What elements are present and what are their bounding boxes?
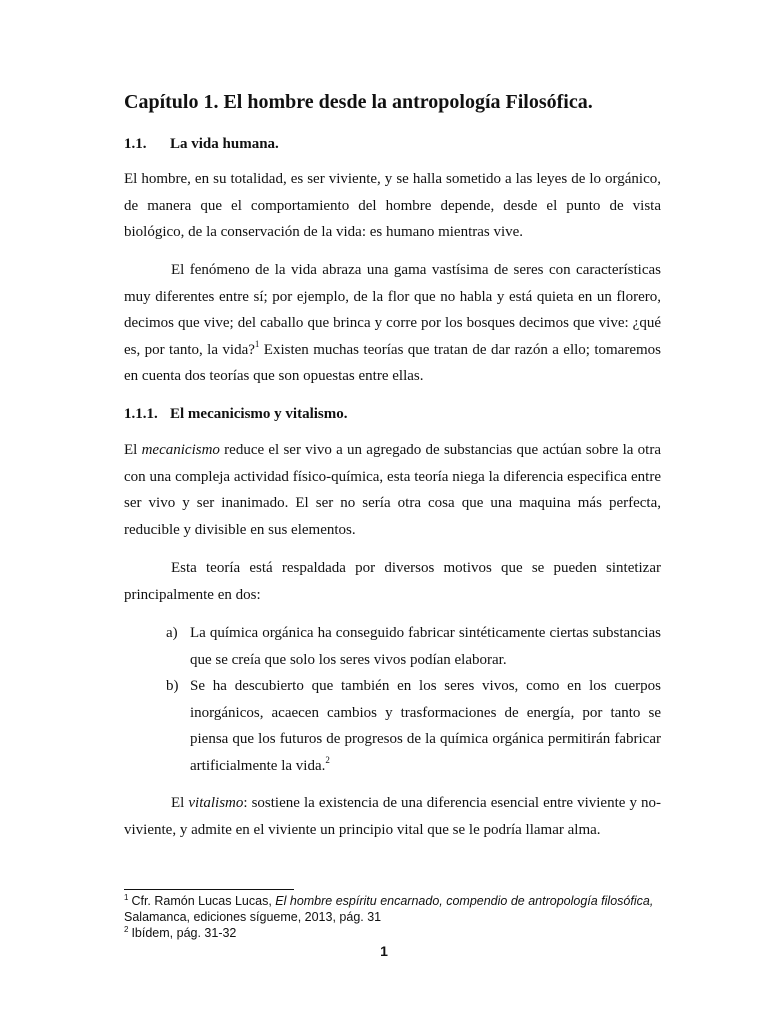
footnote-text-cont: Salamanca, ediciones sígueme, 2013, pág. 31 bbox=[124, 910, 382, 924]
motives-list bbox=[156, 620, 661, 780]
paragraph-5-text: : sostiene la existencia de una diferencia esencial entre viviente y no-viviente, y admite en el viviente un principio vital que se le podría llamar alma. bbox=[124, 795, 661, 838]
footnote-2 bbox=[124, 925, 664, 941]
paragraph-vitalismo bbox=[124, 790, 661, 843]
section-heading-1-1 bbox=[124, 134, 661, 154]
list-item bbox=[156, 673, 661, 779]
footnote-mark: 2 bbox=[124, 925, 129, 934]
list-label: b) bbox=[166, 678, 179, 695]
paragraph-1: El hombre, en su totalidad, es ser viviente, y se halla sometido a las leyes de lo orgánico, de manera que el comportamiento del hombre depende, desde el punto de vista biológico, de la conservación de la vida: es humano mientras vive. bbox=[124, 171, 661, 241]
page-number: 1 bbox=[380, 943, 388, 959]
chapter-title: Capítulo 1. El hombre desde la antropología Filosófica. bbox=[124, 91, 593, 113]
section-number: 1.1. bbox=[124, 136, 147, 152]
paragraph-3-intro: El bbox=[124, 442, 142, 458]
paragraph-2-text-cont: Existen muchas teorías que tratan de dar razón a ello; tomaremos en cuenta dos teorías que son opuestas entre ellas. bbox=[124, 341, 661, 385]
footnote-text: Cfr. Ramón Lucas Lucas, bbox=[131, 894, 276, 908]
list-item bbox=[156, 620, 661, 673]
paragraph-2 bbox=[124, 257, 661, 390]
term-vitalismo: vitalismo bbox=[188, 795, 244, 811]
paragraph-4: Esta teoría está respaldada por diversos motivos que se pueden sintetizar principalmente en dos: bbox=[124, 560, 661, 603]
section-number: 1.1.1. bbox=[124, 406, 158, 422]
section-title: La vida humana. bbox=[170, 136, 279, 152]
paragraph-2-text: El fenómeno de la vida abraza una gama vastísima de seres con características muy diferentes entre sí; por ejemplo, de la flor que no habla y está quieta en un florero, decimos que vive; del caballo que brinca y corre por los bosques decimos que vive: ¿qué es, por tanto, la vida? bbox=[124, 262, 661, 358]
footnote-mark: 1 bbox=[124, 893, 129, 902]
footnote-ref-2: 2 bbox=[325, 754, 330, 765]
list-label: a) bbox=[166, 625, 178, 641]
footnote-book-title: El hombre espíritu encarnado, compendio de antropología filosófica, bbox=[275, 894, 654, 908]
footnote-text: Ibídem, pág. 31-32 bbox=[131, 926, 237, 940]
paragraph-3-text: reduce el ser vivo a un agregado de substancias que actúan sobre la otra con una compleja actividad físico-química, esta teoría niega la diferencia especifica entre ser vivo y ser inanimado. El ser no sería otra cosa que una maquina más perfecta, reducible y divisible en sus elementos. bbox=[124, 442, 661, 538]
footnote-separator bbox=[124, 889, 294, 890]
footnote-ref-1: 1 bbox=[254, 338, 260, 349]
paragraph-mecanicismo bbox=[124, 437, 661, 543]
term-mecanicismo: mecanicismo bbox=[141, 442, 220, 458]
list-text: La química orgánica ha conseguido fabricar sintéticamente ciertas substancias que se creía que solo los seres vivos podían elaborar. bbox=[190, 625, 661, 668]
footnote-1 bbox=[124, 893, 664, 925]
section-title: El mecanicismo y vitalismo. bbox=[170, 406, 348, 422]
list-text: Se ha descubierto que también en los seres vivos, como en los cuerpos inorgánicos, acaecen cambios y trasformaciones de energía, por tanto se piensa que los futuros de progresos de la química orgánica permitirán fabricar artificialmente la vida. bbox=[190, 678, 661, 774]
section-heading-1-1-1 bbox=[124, 404, 661, 424]
footnotes bbox=[124, 893, 664, 941]
paragraph-5-intro: El bbox=[171, 795, 189, 811]
